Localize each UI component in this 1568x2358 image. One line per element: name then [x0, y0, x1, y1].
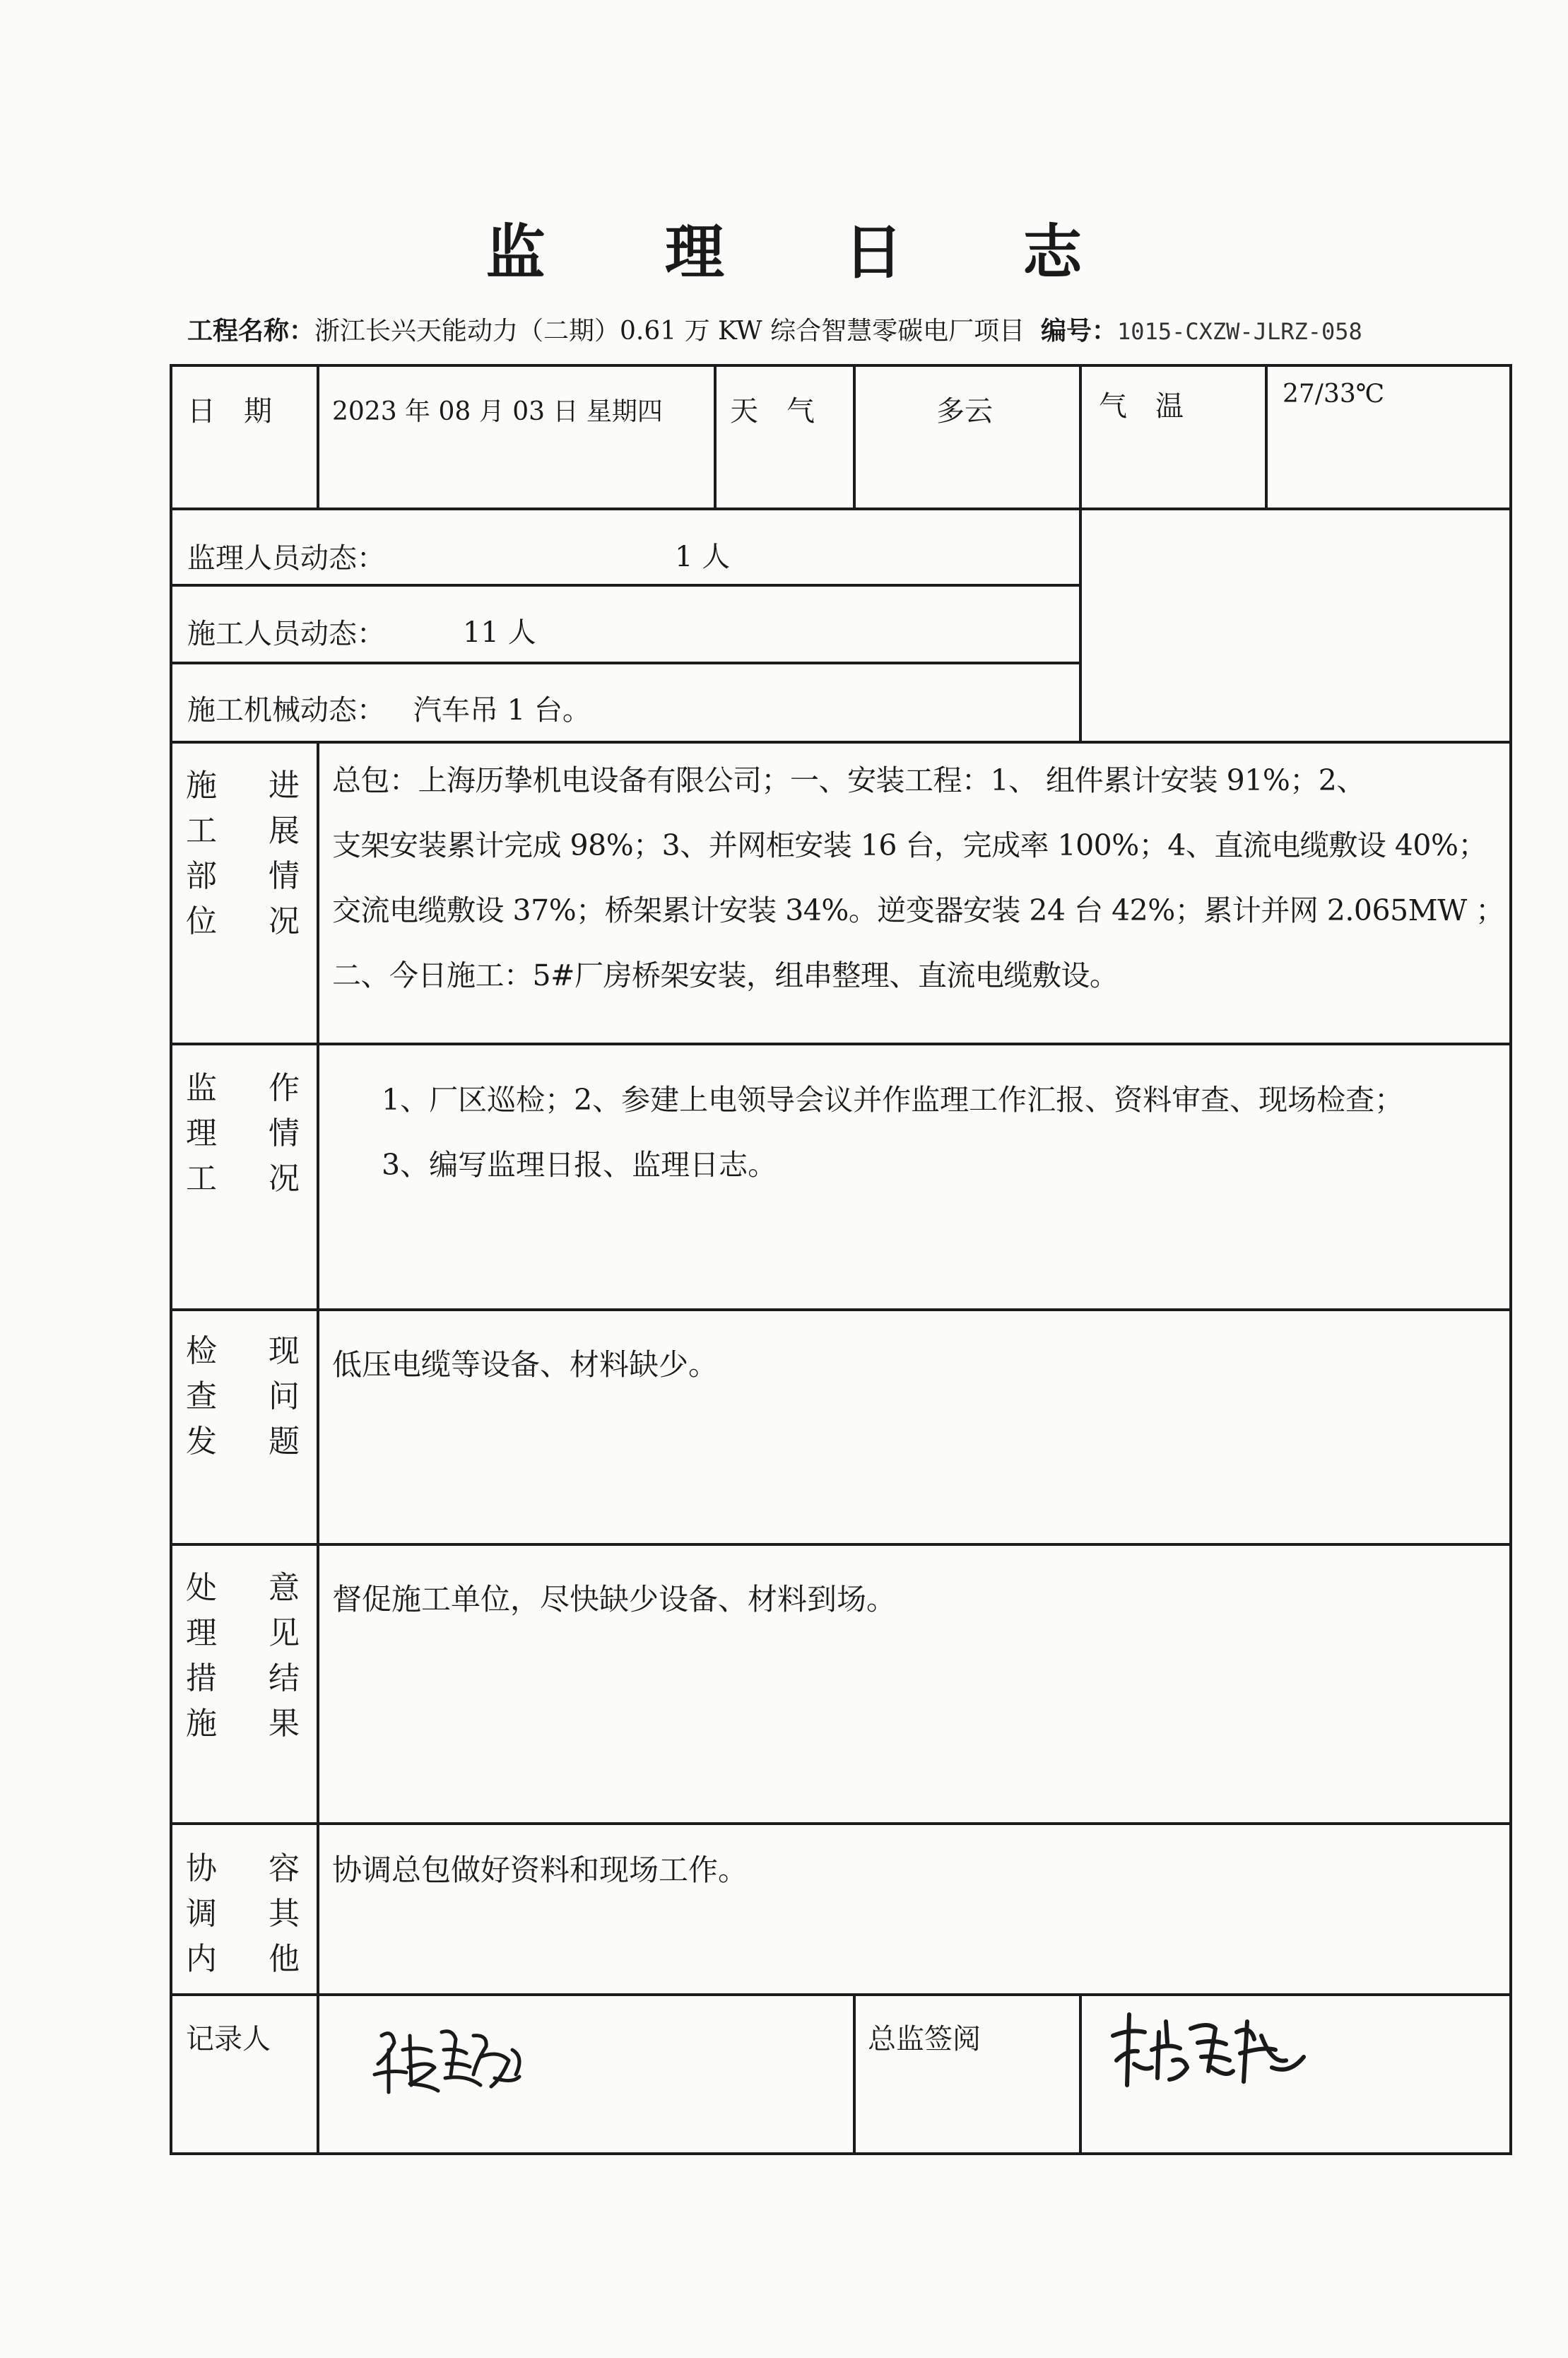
row-divider — [170, 741, 1512, 744]
table-border-bottom — [170, 2152, 1512, 2155]
col-divider — [1079, 364, 1082, 742]
supervision-work-line: 3、编写监理日报、监理日志。 — [382, 1148, 777, 1182]
issues-label-left: 检 查 发 — [186, 1333, 217, 1460]
handling-label-right: 意 见 结 果 — [269, 1570, 300, 1742]
col-divider — [1079, 1993, 1082, 2154]
col-divider — [317, 364, 319, 509]
row-divider — [170, 1308, 1512, 1311]
table-border-right — [1509, 364, 1512, 2155]
progress-line: 二、今日施工：5#厂房桥架安装，组串整理、直流电缆敷设。 — [332, 958, 1119, 992]
chief-supervisor-label: 总监签阅 — [868, 2023, 981, 2055]
row-divider — [170, 508, 1512, 510]
project-name: 浙江长兴天能动力（二期）0.61 万 KW 综合智慧零碳电厂项目 — [314, 317, 1025, 346]
coordination-label-left: 协 调 内 — [186, 1850, 217, 1977]
progress-line: 交流电缆敷设 37%；桥架累计安装 34%。逆变器安装 24 台 42%；累计并网 2.065MW ； — [332, 893, 1504, 927]
supervision-work-label-left: 监 理 工 — [186, 1070, 217, 1197]
progress-line: 总包：上海历挚机电设备有限公司；一、安装工程：1、 组件累计安装 91%；2、 — [332, 763, 1365, 797]
col-divider — [714, 364, 717, 509]
coordination-label-right: 容 其 他 — [269, 1850, 300, 1977]
project-label: 工程名称： — [187, 316, 315, 346]
row-divider — [170, 1043, 1512, 1045]
recorder-label: 记录人 — [186, 2023, 271, 2055]
progress-text — [332, 748, 1504, 1008]
col-divider — [853, 364, 856, 509]
supervision-staff-label: 监理人员动态： — [187, 542, 385, 575]
weather-value: 多云 — [936, 395, 993, 428]
chief-signature — [1102, 2000, 1314, 2099]
construction-staff-value: 11 人 — [463, 616, 536, 649]
row-divider — [170, 584, 1081, 587]
col-divider — [1265, 364, 1268, 509]
progress-label-left: 施 工 部 位 — [186, 768, 217, 939]
row-divider — [170, 662, 1081, 664]
temperature-value: 27/33℃ — [1283, 380, 1385, 409]
project-header — [187, 311, 1362, 347]
supervision-staff-value: 1 人 — [675, 541, 731, 573]
temperature-label: 气 温 — [1099, 390, 1184, 423]
machinery-value: 汽车吊 1 台。 — [413, 694, 591, 727]
handling-text: 督促施工单位，尽快缺少设备、材料到场。 — [332, 1582, 897, 1617]
row-divider — [170, 1543, 1512, 1546]
row-divider — [170, 1822, 1512, 1825]
supervision-work-label-right: 作 情 况 — [269, 1070, 300, 1197]
coordination-text: 协调总包做好资料和现场工作。 — [332, 1853, 748, 1887]
issues-label-right: 现 问 题 — [269, 1333, 300, 1460]
table-border-top — [170, 364, 1512, 367]
supervision-work-line: 1、厂区巡检；2、参建上电领导会议并作监理工作汇报、资料审查、现场检查； — [382, 1083, 1404, 1117]
document-number: 1015-CXZW-JLRZ-058 — [1117, 318, 1362, 345]
supervision-work-text — [382, 1067, 1403, 1197]
machinery-label: 施工机械动态： — [187, 694, 385, 727]
date-value: 2023 年 08 月 03 日 星期四 — [332, 397, 663, 426]
progress-line: 支架安装累计完成 98%；3、并网柜安装 16 台，完成率 100%；4、直流电缆敷设 40%； — [332, 828, 1487, 862]
handling-label-left: 处 理 措 施 — [186, 1570, 217, 1742]
weather-label: 天 气 — [730, 395, 815, 428]
construction-staff-label: 施工人员动态： — [187, 618, 385, 650]
col-divider — [853, 1993, 856, 2154]
col-divider — [317, 741, 319, 2154]
number-label: 编号： — [1041, 316, 1118, 346]
progress-label-right: 进 展 情 况 — [269, 768, 300, 939]
issues-text: 低压电缆等设备、材料缺少。 — [332, 1347, 719, 1382]
recorder-signature — [367, 2007, 537, 2113]
row-divider — [170, 1993, 1512, 1996]
date-label: 日 期 — [187, 395, 272, 428]
page-title: 监 理 日 志 — [485, 217, 1132, 287]
table-border-left — [170, 364, 172, 2155]
